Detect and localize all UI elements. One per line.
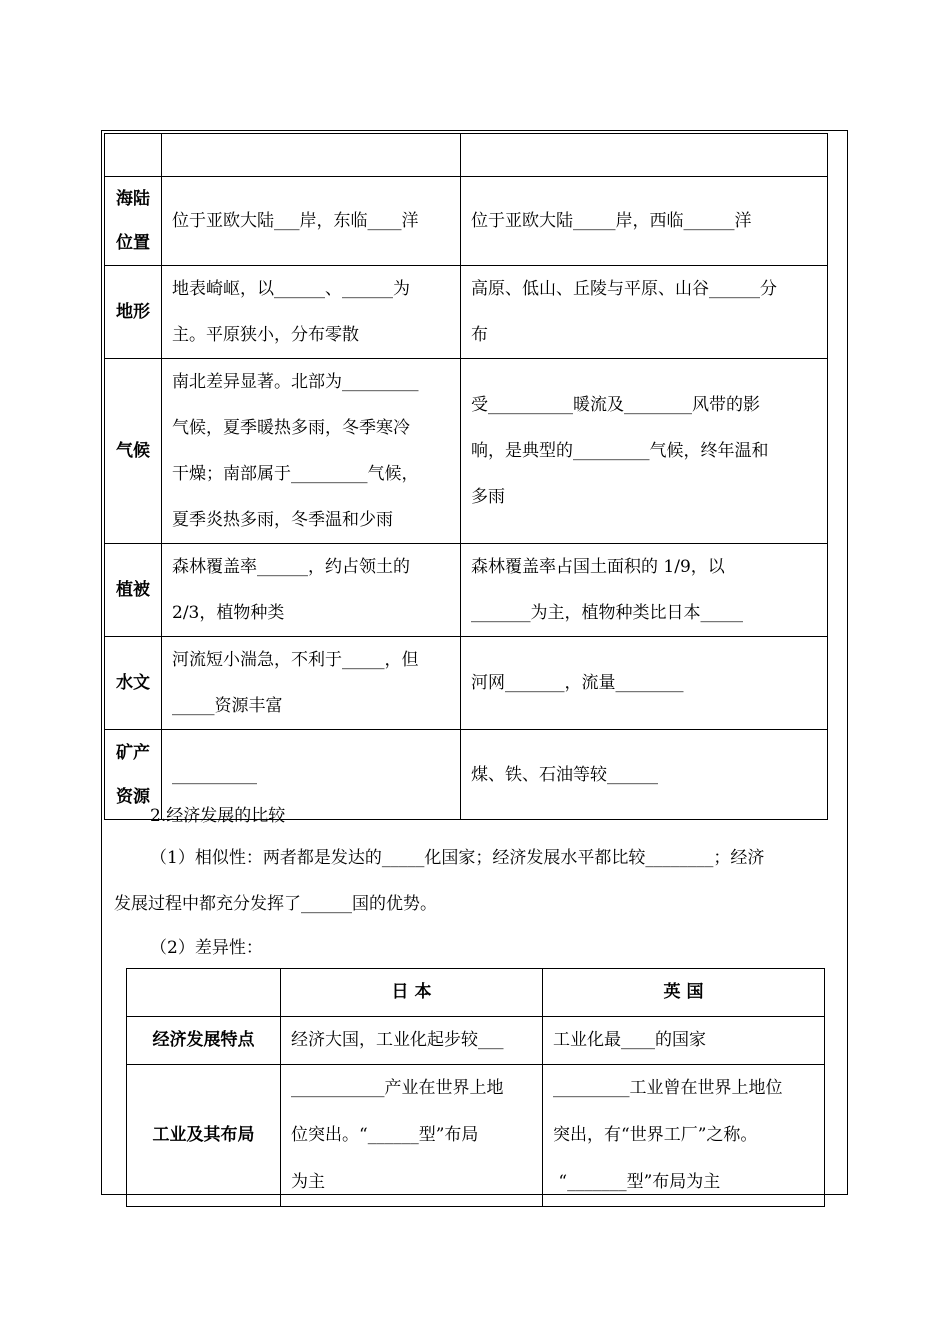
label-line: 矿产 bbox=[116, 742, 150, 763]
cell-line: _________工业曾在世界上地位 bbox=[553, 1078, 783, 1098]
cell-line: 受__________暖流及________风带的影 bbox=[471, 395, 760, 415]
cell-line: 南北差异显著。北部为_________ bbox=[172, 372, 419, 392]
cell-line: 布 bbox=[471, 325, 488, 345]
cell-line: 突出，有“世界工厂”之称。 bbox=[553, 1125, 758, 1145]
cell-line: 气候，夏季暖热多雨，冬季寒冷 bbox=[172, 418, 410, 438]
cell-line: 位于亚欧大陆_____岸，西临______洋 bbox=[471, 211, 752, 231]
cell-line: 位突出。“______型”布局 bbox=[291, 1125, 479, 1145]
column-header bbox=[127, 969, 281, 1017]
similarity-line-1: （1）相似性：两者都是发达的_____化国家；经济发展水平都比较________；经济 bbox=[150, 848, 765, 868]
cell-line: 森林覆盖率______，约占领土的 bbox=[172, 557, 410, 577]
table-row bbox=[127, 1065, 825, 1207]
section-title: 2.经济发展的比较 bbox=[150, 806, 286, 826]
cell-line: 多雨 bbox=[471, 487, 505, 507]
cell-line: 2/3，植物种类 bbox=[172, 603, 285, 623]
cell-line: 森林覆盖率占国土面积的 1/9，以 bbox=[471, 557, 725, 577]
uk-cell bbox=[461, 544, 828, 637]
cell-line: 为主 bbox=[291, 1172, 325, 1192]
japan-cell bbox=[162, 266, 461, 359]
cell-line: 工业化最____的国家 bbox=[553, 1030, 706, 1050]
uk-cell bbox=[543, 1017, 825, 1065]
table-row bbox=[105, 177, 828, 266]
uk-cell bbox=[543, 1065, 825, 1207]
cell-line: ___________产业在世界上地 bbox=[291, 1078, 504, 1098]
economy-comparison-table bbox=[126, 968, 825, 1207]
cell-line: 河网_______，流量________ bbox=[471, 673, 684, 693]
cell-line: 高原、低山、丘陵与平原、山谷______分 bbox=[471, 279, 777, 299]
label-line: 位置 bbox=[116, 233, 150, 253]
cell-line: 经济大国，工业化起步较___ bbox=[291, 1030, 504, 1050]
row-label bbox=[105, 544, 162, 637]
table-row bbox=[105, 359, 828, 544]
cell-line: 河流短小湍急，不利于_____，但 bbox=[172, 650, 419, 670]
japan-cell bbox=[162, 359, 461, 544]
label-line: 植被 bbox=[116, 580, 150, 600]
japan-cell bbox=[162, 134, 461, 177]
table-row bbox=[127, 1017, 825, 1065]
label-line: 水文 bbox=[116, 673, 150, 693]
cell-line: 主。平原狭小，分布零散 bbox=[172, 325, 359, 345]
row-label: 经济发展特点 bbox=[127, 1017, 281, 1065]
uk-cell bbox=[461, 637, 828, 730]
row-label bbox=[105, 134, 162, 177]
row-label bbox=[105, 177, 162, 266]
cell-line: 干燥；南部属于_________气候， bbox=[172, 464, 419, 484]
japan-cell bbox=[281, 1017, 543, 1065]
label-line: 资源 bbox=[116, 786, 150, 807]
uk-cell bbox=[461, 359, 828, 544]
geography-comparison-table bbox=[104, 133, 828, 820]
table-row bbox=[105, 266, 828, 359]
table-row bbox=[105, 637, 828, 730]
label-line: 海陆 bbox=[116, 189, 150, 209]
label-line: 地形 bbox=[116, 302, 150, 322]
row-label: 工业及其布局 bbox=[127, 1065, 281, 1207]
row-label bbox=[105, 637, 162, 730]
table-row bbox=[105, 134, 828, 177]
japan-cell bbox=[162, 544, 461, 637]
row-label bbox=[105, 266, 162, 359]
uk-cell bbox=[461, 177, 828, 266]
cell-line: 夏季炎热多雨，冬季温和少雨 bbox=[172, 510, 393, 530]
table-row bbox=[105, 544, 828, 637]
row-label bbox=[105, 359, 162, 544]
column-header-japan: 日 本 bbox=[281, 969, 543, 1017]
cell-line: 响，是典型的_________气候，终年温和 bbox=[471, 441, 769, 461]
cell-line: “_______型”布局为主 bbox=[553, 1172, 721, 1192]
cell-line: __________ bbox=[172, 764, 257, 785]
cell-line: 煤、铁、石油等较______ bbox=[471, 764, 658, 785]
column-header-uk: 英 国 bbox=[543, 969, 825, 1017]
japan-cell bbox=[162, 177, 461, 266]
difference-heading: （2）差异性： bbox=[150, 938, 263, 958]
cell-line: 地表崎岖，以______、______为 bbox=[172, 279, 410, 299]
japan-cell bbox=[162, 637, 461, 730]
similarity-line-2: 发展过程中都充分发挥了______国的优势。 bbox=[114, 894, 437, 914]
uk-cell bbox=[461, 730, 828, 820]
uk-cell bbox=[461, 266, 828, 359]
table-header-row bbox=[127, 969, 825, 1017]
japan-cell bbox=[281, 1065, 543, 1207]
cell-line: 位于亚欧大陆___岸，东临____洋 bbox=[172, 211, 419, 231]
cell-line: _______为主，植物种类比日本_____ bbox=[471, 603, 743, 623]
label-line: 气候 bbox=[116, 441, 150, 461]
cell-line: _____资源丰富 bbox=[172, 696, 283, 716]
uk-cell bbox=[461, 134, 828, 177]
